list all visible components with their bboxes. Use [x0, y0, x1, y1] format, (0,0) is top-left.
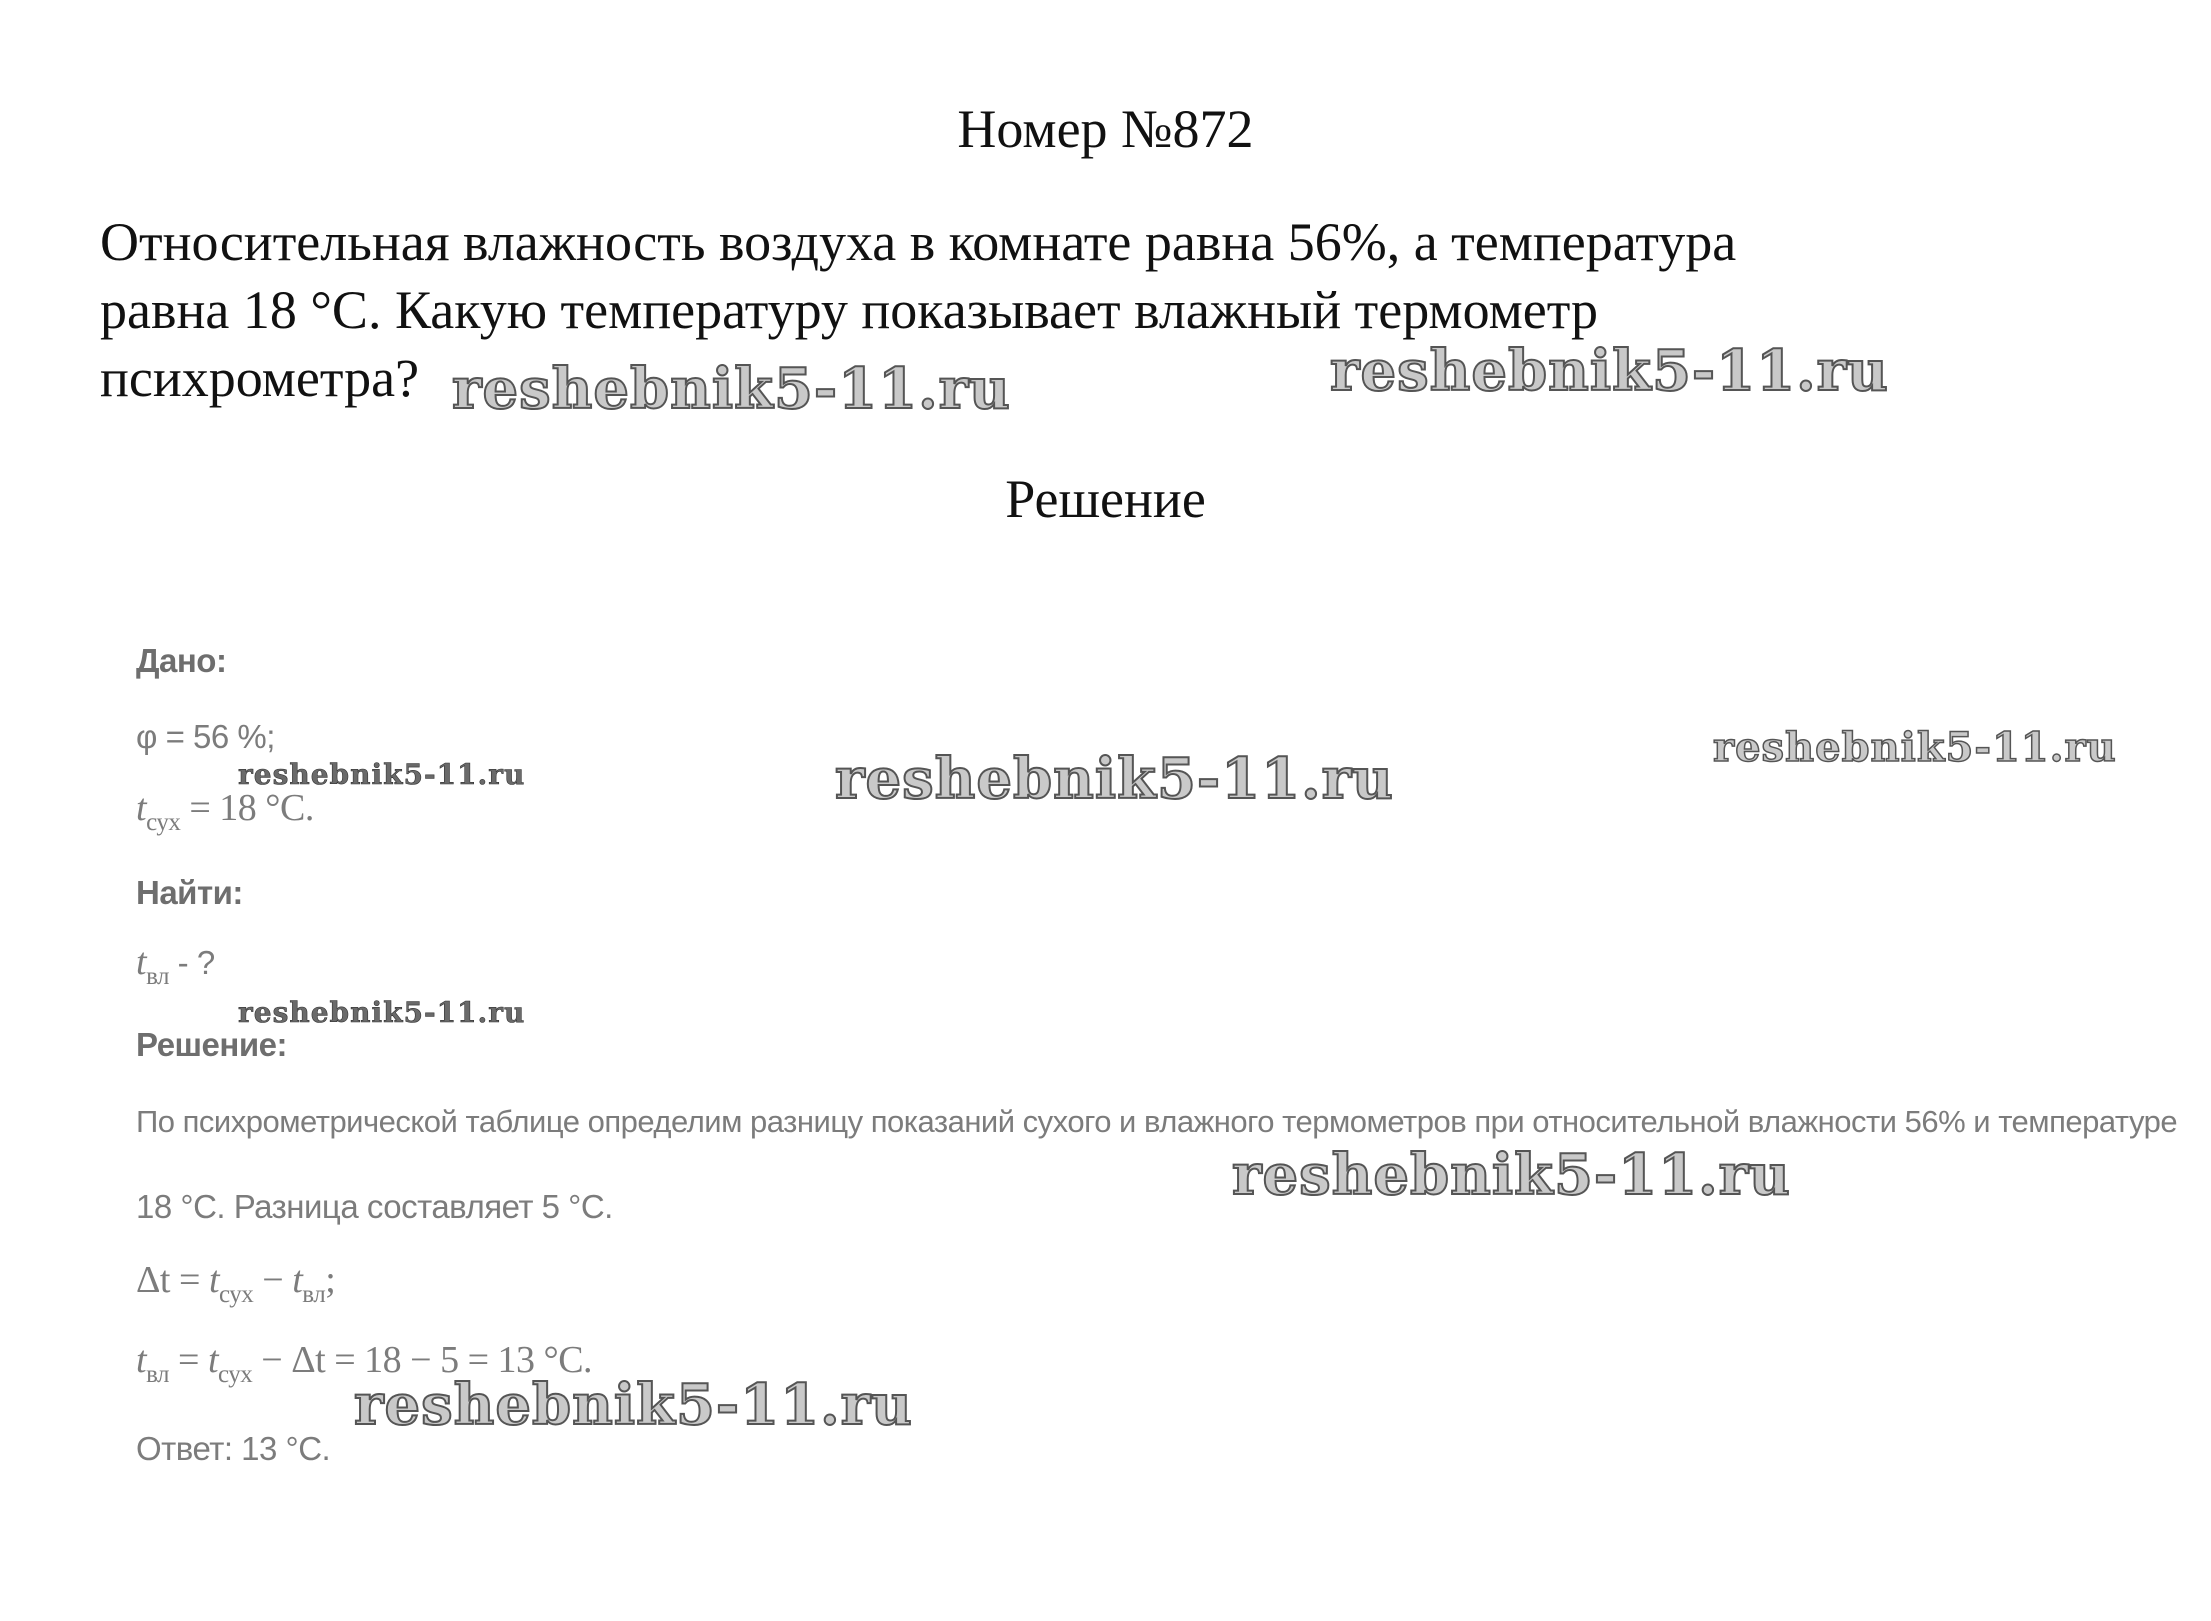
minus-sign: − [253, 1259, 293, 1301]
subscript: вл [146, 1361, 170, 1388]
subscript: сух [218, 1361, 253, 1388]
find-label: Найти: [136, 874, 243, 911]
problem-line: психрометра? [100, 348, 420, 408]
answer-line: Ответ: 13 °С. [136, 1430, 331, 1467]
watermark: reshebnik5-11.ru [354, 1372, 913, 1438]
watermark: reshebnik5-11.ru [452, 356, 1011, 422]
formula-end: ; [325, 1259, 336, 1301]
given-t-dry [136, 786, 314, 837]
t-symbol: t [292, 1259, 303, 1301]
solution-label: Решение: [136, 1026, 287, 1063]
t-wet-query: - ? [169, 944, 215, 981]
t-symbol: t [136, 787, 147, 829]
solution-heading: Решение [1005, 469, 1206, 529]
t-symbol: t [136, 941, 147, 983]
subscript: вл [302, 1281, 326, 1308]
solution-paragraph-line2: 18 °С. Разница составляет 5 °С. [136, 1188, 613, 1225]
formula-delta-t [136, 1258, 335, 1309]
t-dry-value: = 18 °С. [180, 787, 314, 829]
watermark: reshebnik5-11.ru [1330, 338, 1889, 404]
watermark: reshebnik5-11.ru [238, 758, 526, 791]
subscript: сух [146, 809, 181, 836]
t-symbol: t [208, 1259, 219, 1301]
solution-paragraph-line1: По психрометрической таблице определим разницу показаний сухого и влажного термометров при относительной влажности 56% и температуре [136, 1104, 2178, 1139]
find-t-wet [136, 940, 215, 991]
problem-number-heading: Номер №872 [957, 99, 1254, 159]
watermark: reshebnik5-11.ru [238, 996, 526, 1029]
equals-sign: = [169, 1339, 208, 1381]
problem-line: равна 18 °С. Какую температуру показывает влажный термометр [100, 280, 1598, 340]
given-phi: φ = 56 %; [136, 718, 275, 755]
problem-line: Относительная влажность воздуха в комнате равна 56%, а температура [100, 212, 1737, 272]
given-label: Дано: [136, 642, 227, 679]
subscript: сух [219, 1281, 254, 1308]
t-symbol: t [136, 1339, 147, 1381]
subscript: вл [146, 963, 170, 990]
formula-rest: − Δt = 18 − 5 = 13 °С. [252, 1339, 593, 1381]
t-symbol: t [207, 1339, 219, 1381]
watermark: reshebnik5-11.ru [835, 746, 1394, 812]
watermark: reshebnik5-11.ru [1232, 1142, 1791, 1208]
formula-lhs: Δt = [136, 1259, 209, 1301]
watermark: reshebnik5-11.ru [1713, 724, 2117, 771]
